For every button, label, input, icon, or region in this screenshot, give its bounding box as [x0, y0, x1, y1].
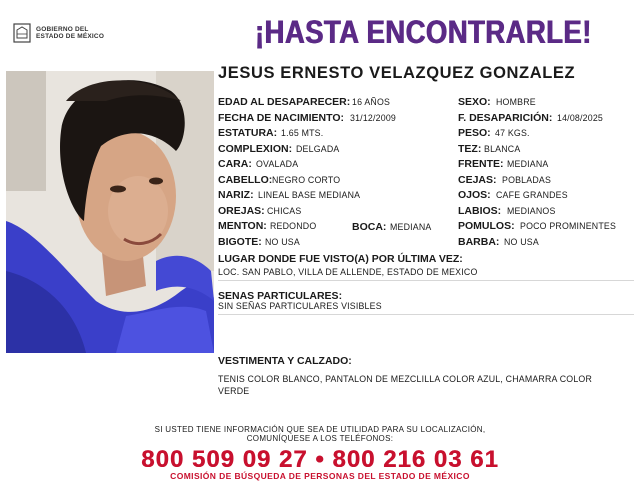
value-boca: MEDIANA [390, 222, 432, 232]
label-last-seen: LUGAR DONDE FUE VISTO(A) POR ÚLTIMA VEZ: [218, 253, 463, 265]
value-labios: MEDIANOS [507, 206, 556, 216]
label-edad: EDAD AL DESAPARECER: [218, 96, 351, 108]
label-ojos: OJOS: [458, 189, 491, 201]
value-bigote: NO USA [265, 237, 300, 247]
value-clothing-line-2: VERDE [218, 386, 250, 396]
value-complexion: DELGADA [296, 144, 340, 154]
label-pomulos: POMULOS: [458, 220, 515, 232]
contact-note-line-1: SI USTED TIENE INFORMACIÓN QUE SEA DE UTILIDAD PARA SU LOCALIZACIÓN, [154, 425, 486, 434]
label-tez: TEZ: [458, 143, 482, 155]
value-edad: 16 AÑOS [352, 97, 391, 107]
label-bigote: BIGOTE: [218, 236, 262, 248]
logo-line-2: ESTADO DE MÉXICO [36, 33, 105, 40]
value-cara: OVALADA [256, 159, 299, 169]
label-complexion: COMPLEXION: [218, 143, 293, 155]
value-cabello: NEGRO CORTO [272, 175, 341, 185]
value-fecha-desaparicion: 14/08/2025 [557, 113, 604, 123]
value-menton: REDONDO [270, 221, 317, 231]
label-cabello: CABELLO: [218, 174, 273, 186]
value-cejas: POBLADAS [502, 175, 552, 185]
value-last-seen: LOC. SAN PABLO, VILLA DE ALLENDE, ESTADO DE MEXICO [218, 267, 478, 277]
label-fecha-nacimiento: FECHA DE NACIMIENTO: [218, 112, 344, 124]
state-seal-icon [12, 22, 32, 44]
label-particular-marks: SENAS PARTICULARES: [218, 290, 343, 302]
label-boca: BOCA: [352, 221, 387, 233]
value-particular-marks: SIN SEÑAS PARTICULARES VISIBLES [218, 301, 382, 311]
value-orejas: CHICAS [267, 206, 302, 216]
label-fecha-desaparicion: F. DESAPARICIÓN: [458, 112, 553, 124]
commission-name: COMISIÓN DE BÚSQUEDA DE PERSONAS DEL ESTADO DE MÉXICO [170, 471, 470, 481]
value-sexo: HOMBRE [496, 97, 536, 107]
contact-note-line-2: COMUNÍQUESE A LOS TELÉFONOS: [246, 434, 394, 443]
label-estatura: ESTATURA: [218, 127, 278, 139]
value-peso: 47 KGS. [495, 128, 530, 138]
label-peso: PESO: [458, 127, 491, 139]
label-sexo: SEXO: [458, 96, 491, 108]
portrait-illustration [6, 71, 214, 353]
label-clothing: VESTIMENTA Y CALZADO: [218, 355, 352, 367]
value-tez: BLANCA [484, 144, 521, 154]
value-estatura: 1.65 MTS. [281, 128, 324, 138]
value-clothing-line-1: TENIS COLOR BLANCO, PANTALON DE MEZCLILLA COLOR AZUL, CHAMARRA COLOR [218, 374, 593, 384]
label-nariz: NARIZ: [218, 189, 254, 201]
government-logo [12, 20, 122, 46]
value-nariz: LINEAL BASE MEDIANA [258, 190, 361, 200]
label-barba: BARBA: [458, 236, 500, 248]
label-cejas: CEJAS: [458, 174, 497, 186]
person-name: JESUS ERNESTO VELAZQUEZ GONZALEZ [218, 64, 576, 82]
headline: ¡HASTA ENCONTRARLE! [255, 14, 592, 50]
value-pomulos: POCO PROMINENTES [520, 221, 617, 231]
value-ojos: CAFE GRANDES [496, 190, 568, 200]
divider [218, 280, 634, 281]
person-photo [6, 71, 214, 353]
label-cara: CARA: [218, 158, 252, 170]
value-barba: NO USA [504, 237, 539, 247]
label-labios: LABIOS: [458, 205, 502, 217]
divider [218, 314, 634, 315]
value-frente: MEDIANA [507, 159, 549, 169]
label-frente: FRENTE: [458, 158, 504, 170]
logo-line-1: GOBIERNO DEL [36, 25, 89, 33]
value-fecha-nacimiento: 31/12/2009 [350, 113, 397, 123]
label-menton: MENTON: [218, 220, 267, 232]
label-orejas: OREJAS: [218, 205, 265, 217]
phone-numbers: 800 509 09 27 • 800 216 03 61 [141, 446, 499, 473]
